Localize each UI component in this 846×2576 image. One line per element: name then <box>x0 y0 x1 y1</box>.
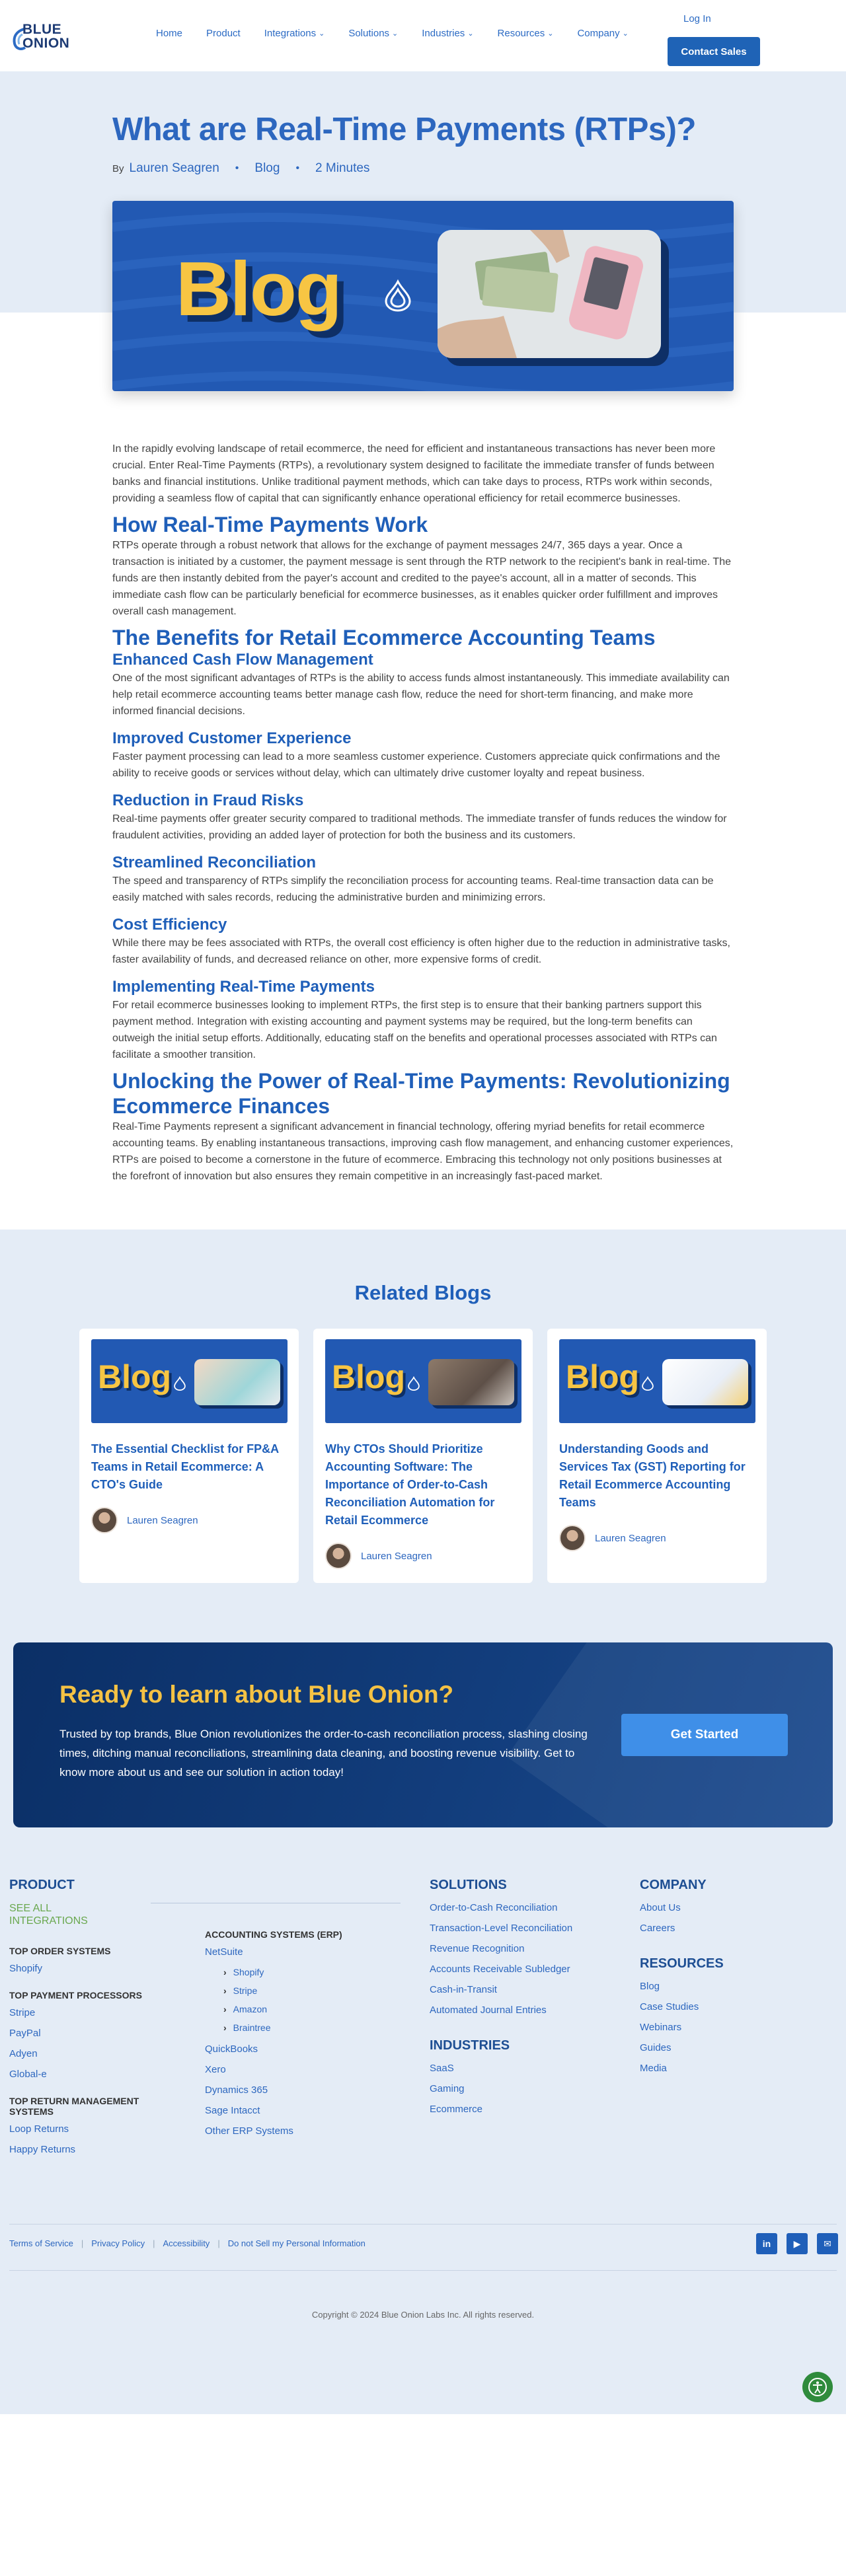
footer-company-col <box>640 1878 798 2083</box>
subsection-heading: Improved Customer Experience <box>112 729 352 747</box>
by-label: By <box>112 163 124 174</box>
section-paragraph: Faster payment processing can lead to a more seamless customer experience. Customers appreciate quick confirmations and the ability to receive goods or services without delay, which can ultimately drive customer loyalty and repeat business. <box>112 751 720 779</box>
footer-sublink[interactable]: › Shopify <box>205 1967 377 1977</box>
read-time: 2 Minutes <box>315 161 370 175</box>
onion-drop-icon <box>406 1376 421 1391</box>
brand-wordmark <box>22 22 69 50</box>
footer-link[interactable]: Transaction-Level Reconciliation <box>430 1923 573 1934</box>
nav-solutions[interactable] <box>348 28 398 39</box>
mail-icon[interactable]: ✉ <box>817 2233 838 2254</box>
subsection-heading: Cost Efficiency <box>112 916 227 934</box>
footer-link[interactable]: Case Studies <box>640 2001 699 2012</box>
footer-link[interactable]: Media <box>640 2063 667 2074</box>
related-cards <box>0 1329 846 1583</box>
footer-link[interactable]: Accounts Receivable Subledger <box>430 1964 570 1975</box>
footer-subheading: TOP RETURN MANAGEMENT SYSTEMS <box>9 2096 139 2117</box>
card-photo <box>662 1359 748 1405</box>
footer-link[interactable]: Guides <box>640 2042 672 2053</box>
footer-link[interactable]: Dynamics 365 <box>205 2084 268 2096</box>
contact-sales-button[interactable]: Contact Sales <box>668 37 760 66</box>
footer-solutions-col <box>430 1878 615 2124</box>
legal-separator: | <box>81 2238 84 2248</box>
footer-link[interactable]: Other ERP Systems <box>205 2125 293 2137</box>
category-link[interactable]: Blog <box>254 161 280 175</box>
nav-solutions-label: Solutions <box>348 28 390 39</box>
nav-industries[interactable] <box>422 28 473 39</box>
card-title: Understanding Goods and Services Tax (GST) Reporting for Retail Ecommerce Accounting Teams <box>559 1442 746 1509</box>
footer-product-col <box>9 1878 148 2164</box>
nav-integrations-label: Integrations <box>264 28 317 39</box>
accessibility-link[interactable]: Accessibility <box>163 2238 210 2248</box>
thumb-blog-word: Blog <box>98 1358 172 1395</box>
section-paragraph: RTPs operate through a robust network that allows for the exchange of payment messages 24/7, 365 days a year. Once a transaction is initiated by a customer, the payment message is sent through the RTP network to the recipient's bank in real-time. The funds are then instantly debited from the payer's account and credited to the payee's account, all in a matter of seconds. This immediate cash flow can be particularly beneficial for ecommerce businesses, as it enables quicker order fulfillment and improves overall cash management. <box>112 540 731 617</box>
subsection-heading: Implementing Real-Time Payments <box>112 978 375 996</box>
footer-sublink[interactable]: › Amazon <box>205 2004 377 2014</box>
chevron-down-icon: ⌄ <box>319 30 325 38</box>
section-heading: The Benefits for Retail Ecommerce Accounting Teams <box>112 626 656 649</box>
footer-rule <box>9 2270 837 2271</box>
subsection-heading: Streamlined Reconciliation <box>112 854 317 871</box>
page-title: What are Real-Time Payments (RTPs)? <box>112 112 696 147</box>
footer-link[interactable]: Cash-in-Transit <box>430 1984 497 1995</box>
terms-link[interactable]: Terms of Service <box>9 2238 73 2248</box>
nav-product-label: Product <box>206 28 241 39</box>
footer-link[interactable]: Loop Returns <box>9 2123 69 2135</box>
card-author <box>559 1525 755 1551</box>
avatar <box>559 1525 586 1551</box>
footer-link[interactable]: Webinars <box>640 2022 682 2033</box>
section-paragraph: Real-time payments offer greater security compared to traditional methods. The immediate transfer of funds reduces the window for fraudulent activities, providing an added layer of protection for both the business and its customers. <box>112 813 727 841</box>
footer-sublink[interactable]: › Stripe <box>205 1985 377 1996</box>
brand-line-2: ONION <box>22 36 70 51</box>
subsection-heading: Enhanced Cash Flow Management <box>112 651 373 669</box>
legal-separator: | <box>217 2238 220 2248</box>
brand-line-1: BLUE <box>22 22 62 37</box>
footer-link[interactable]: PayPal <box>9 2028 41 2039</box>
cta-title: Ready to learn about Blue Onion? <box>59 1681 454 1708</box>
card-thumbnail <box>325 1339 521 1423</box>
blog-card[interactable] <box>547 1329 767 1583</box>
hero-banner-image <box>112 201 734 391</box>
subsection-heading: Reduction in Fraud Risks <box>112 791 304 809</box>
card-photo <box>428 1359 514 1405</box>
nav-company[interactable] <box>577 28 628 39</box>
site-footer <box>0 1854 846 2414</box>
accessibility-icon <box>808 2377 827 2397</box>
author-link[interactable]: Lauren Seagren <box>129 161 219 175</box>
nav-integrations[interactable] <box>264 28 325 39</box>
footer-rule <box>9 2224 837 2225</box>
author-name: Lauren Seagren <box>361 1550 432 1562</box>
nav-home[interactable] <box>156 28 182 39</box>
cash-payment-illustration <box>438 230 661 358</box>
nav-home-label: Home <box>156 28 183 39</box>
section-paragraph: Real-Time Payments represent a significant advancement in financial technology, offering myriad benefits for retail ecommerce accounting teams. By enabling instantaneous transactions, improving cash flow management, and enhancing customer experiences, RTPs are poised to become a cornerstone in the future of ecommerce. Embracing this technology not only positions businesses at the forefront of innovation but also ensures they remain competitive in an increasingly fast-paced market. <box>112 1121 734 1182</box>
footer-heading: SOLUTIONS <box>430 1878 507 1892</box>
top-nav <box>0 0 846 71</box>
onion-drop-icon <box>173 1376 187 1391</box>
author-name: Lauren Seagren <box>127 1514 198 1526</box>
privacy-link[interactable]: Privacy Policy <box>91 2238 145 2248</box>
article-meta <box>112 161 369 176</box>
card-thumbnail <box>559 1339 755 1423</box>
footer-sublink[interactable]: › Braintree <box>205 2022 377 2033</box>
footer-link[interactable]: Order-to-Cash Reconciliation <box>430 1902 558 1913</box>
onion-drop-icon <box>382 279 414 312</box>
section-paragraph: The speed and transparency of RTPs simplify the reconciliation process for accounting teams. Real-time transaction data can be easily matched with sales records, reducing the administrative burden and minimizing errors. <box>112 875 714 903</box>
legal-separator: | <box>153 2238 155 2248</box>
see-all-integrations-link[interactable]: SEE ALL INTEGRATIONS <box>9 1903 88 1927</box>
footer-subheading: TOP ORDER SYSTEMS <box>9 1946 111 1956</box>
nav-resources[interactable] <box>498 28 554 39</box>
card-author <box>91 1507 287 1533</box>
primary-menu <box>156 28 652 39</box>
brand-logo[interactable] <box>12 20 98 52</box>
footer-heading: INDUSTRIES <box>430 2038 510 2053</box>
avatar <box>325 1543 352 1569</box>
social-links <box>756 2233 838 2254</box>
cta-body: Trusted by top brands, Blue Onion revolutionizes the order-to-cash reconciliation process, slashing closing times, ditching manual reconciliations, streamlining data cleaning, and boosting revenue visibility. Get to know more about us and see our solution in action today! <box>59 1728 588 1779</box>
card-author <box>325 1543 521 1569</box>
card-photo <box>194 1359 280 1405</box>
chevron-down-icon: ⌄ <box>547 30 554 38</box>
footer-link[interactable]: Happy Returns <box>9 2144 76 2155</box>
footer-erp-col <box>205 1929 377 2146</box>
card-title: The Essential Checklist for FP&A Teams in Retail Ecommerce: A CTO's Guide <box>91 1442 279 1491</box>
footer-link[interactable]: Careers <box>640 1923 675 1934</box>
section-paragraph: For retail ecommerce businesses looking to implement RTPs, the first step is to ensure that their banking partners support this payment method. Integration with existing accounting and payment systems may be required, but the long-term benefits can outweigh the initial setup efforts. Additionally, educating staff on the benefits and operational processes associated with RTPs can facilitate a smoother transition. <box>112 1000 717 1060</box>
footer-link[interactable]: About Us <box>640 1902 681 1913</box>
footer-link[interactable]: SaaS <box>430 2063 454 2074</box>
related-title: Related Blogs <box>354 1281 492 1304</box>
author-name: Lauren Seagren <box>595 1532 666 1544</box>
footer-link[interactable]: QuickBooks <box>205 2043 258 2055</box>
footer-link[interactable]: Adyen <box>9 2048 38 2059</box>
meta-separator: • <box>295 163 300 174</box>
footer-link[interactable]: Xero <box>205 2064 226 2075</box>
card-title: Why CTOs Should Prioritize Accounting Software: The Importance of Order-to-Cash Reconciliation Automation for Retail Ecommerce <box>325 1442 495 1527</box>
nav-product[interactable] <box>206 28 241 39</box>
thumb-blog-word: Blog <box>332 1358 406 1395</box>
onion-drop-icon <box>640 1376 655 1391</box>
youtube-icon[interactable]: ▶ <box>787 2233 808 2254</box>
article-intro: In the rapidly evolving landscape of retail ecommerce, the need for efficient and instantaneous transactions has never been more crucial. Enter Real-Time Payments (RTPs), a revolutionary system designed to facilitate the immediate transfer of funds between banks and financial institutions. Unlike traditional payment methods, which can take days to process, RTPs work within seconds, providing a seamless flow of capital that can significantly enhance operational efficiency for retail ecommerce businesses. <box>112 443 716 504</box>
chevron-down-icon: ⌄ <box>392 30 399 38</box>
section-heading: How Real-Time Payments Work <box>112 513 428 536</box>
article-hero <box>0 71 846 332</box>
chevron-down-icon: ⌄ <box>622 30 629 38</box>
section-heading: Unlocking the Power of Real-Time Payments: Revolutionizing Ecommerce Finances <box>112 1069 730 1118</box>
footer-subheading: ACCOUNTING SYSTEMS (ERP) <box>205 1929 342 1940</box>
footer-link[interactable]: Revenue Recognition <box>430 1943 525 1954</box>
login-link[interactable]: Log In <box>683 13 711 24</box>
card-thumbnail <box>91 1339 288 1423</box>
banner-photo <box>438 230 661 358</box>
related-blogs <box>0 1230 846 1636</box>
footer-link[interactable]: Gaming <box>430 2083 465 2094</box>
footer-heading: RESOURCES <box>640 1956 724 1971</box>
nav-company-label: Company <box>577 28 620 39</box>
footer-link[interactable]: Shopify <box>9 1963 43 1974</box>
footer-subheading: TOP PAYMENT PROCESSORS <box>9 1990 142 2001</box>
footer-link[interactable]: Stripe <box>9 2007 36 2018</box>
get-started-button[interactable]: Get Started <box>621 1714 788 1756</box>
footer-link[interactable]: Global-e <box>9 2069 47 2080</box>
accessibility-widget-button[interactable] <box>802 2372 833 2402</box>
footer-heading: PRODUCT <box>9 1878 75 1892</box>
footer-link[interactable]: NetSuite <box>205 1946 243 1958</box>
meta-separator: • <box>235 163 239 174</box>
chevron-down-icon: ⌄ <box>467 30 474 38</box>
section-paragraph: While there may be fees associated with RTPs, the overall cost efficiency is often higher due to the reduction in administrative tasks, faster availability of funds, and decreased reliance on other, more expensive forms of credit. <box>112 938 730 965</box>
footer-link[interactable]: Sage Intacct <box>205 2105 260 2116</box>
avatar <box>91 1507 118 1533</box>
legal-links <box>9 2238 365 2248</box>
nav-industries-label: Industries <box>422 28 465 39</box>
cta-wrapper <box>0 1636 846 1854</box>
linkedin-icon[interactable]: in <box>756 2233 777 2254</box>
section-paragraph: One of the most significant advantages of RTPs is the ability to access funds almost instantaneously. This immediate availability can help retail ecommerce accounting teams better manage cash flow, reduce the need for short-term financing, and make more informed financial decisions. <box>112 673 730 717</box>
banner-blog-word: Blog <box>176 246 341 332</box>
footer-heading: COMPANY <box>640 1878 707 1892</box>
nav-resources-label: Resources <box>497 28 545 39</box>
copyright: Copyright © 2024 Blue Onion Labs Inc. All rights reserved. <box>311 2310 535 2320</box>
footer-link[interactable]: Ecommerce <box>430 2104 483 2115</box>
blog-card[interactable] <box>313 1329 533 1583</box>
article-body <box>0 313 846 1230</box>
footer-link[interactable]: Blog <box>640 1981 660 1992</box>
cta-banner <box>13 1642 833 1827</box>
do-not-sell-link[interactable]: Do not Sell my Personal Information <box>227 2238 365 2248</box>
blog-card[interactable] <box>79 1329 299 1583</box>
footer-link[interactable]: Automated Journal Entries <box>430 2005 547 2016</box>
thumb-blog-word: Blog <box>566 1358 640 1395</box>
